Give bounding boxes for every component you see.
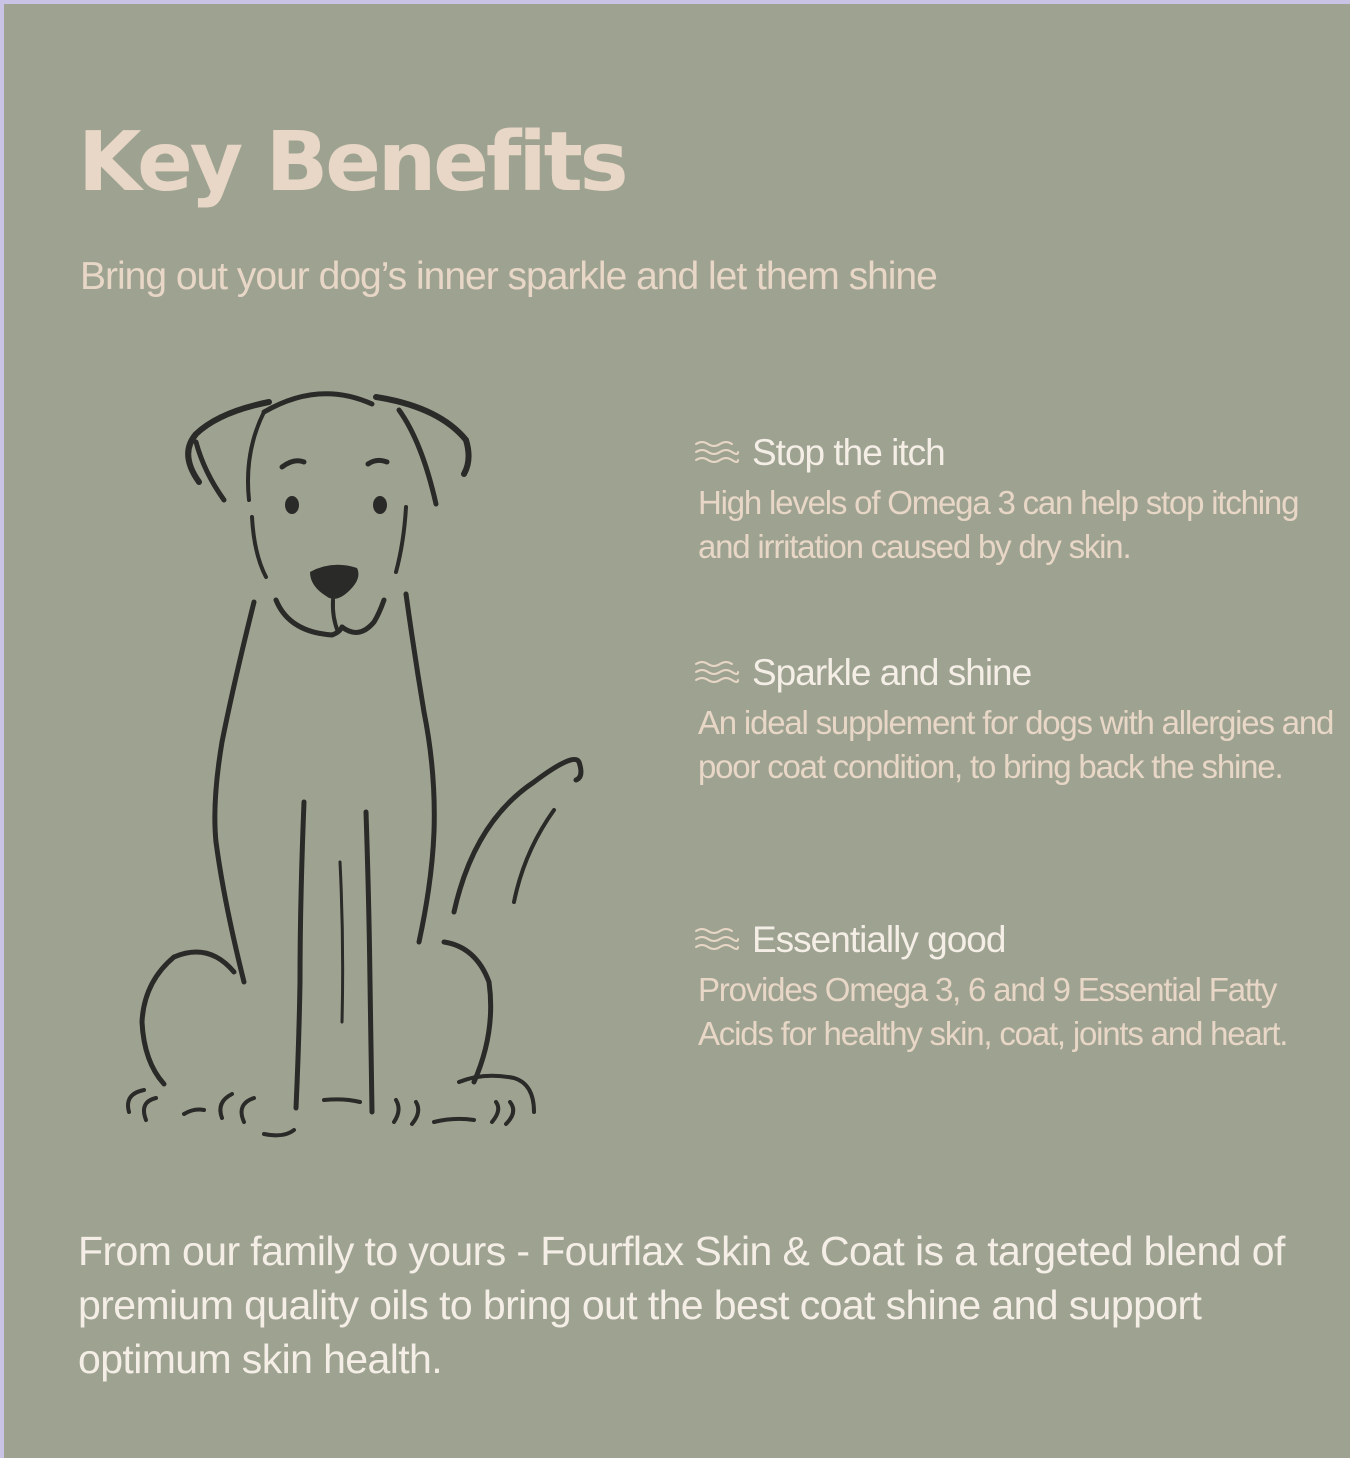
benefit-description: High levels of Omega 3 can help stop itching and irritation caused by dry skin.: [698, 484, 1299, 565]
wave-icon: [694, 925, 740, 955]
benefit-item-sparkle-and-shine: [694, 649, 1344, 789]
page-title: Key Benefits: [78, 115, 626, 210]
wave-icon: [694, 438, 740, 468]
footer-description: From our family to yours - Fourflax Skin & Coat is a targeted blend of premium quality oils to bring out the best coat shine and support optimum skin health.: [78, 1228, 1285, 1382]
benefit-item-stop-the-itch: [694, 429, 1344, 569]
benefit-title: Sparkle and shine: [752, 652, 1032, 693]
page-subtitle: Bring out your dog’s inner sparkle and let them shine: [80, 255, 937, 298]
benefit-heading: [694, 429, 1344, 477]
wave-icon: [694, 658, 740, 688]
benefit-title: Essentially good: [752, 919, 1006, 960]
benefit-description: An ideal supplement for dogs with allergies and poor coat condition, to bring back the shine.: [698, 704, 1334, 785]
sitting-dog-illustration: [104, 382, 604, 1162]
benefit-item-essentially-good: [694, 916, 1344, 1056]
benefit-heading: [694, 916, 1344, 964]
key-benefits-panel: [4, 4, 1350, 1458]
benefit-description: Provides Omega 3, 6 and 9 Essential Fatty Acids for healthy skin, coat, joints and heart.: [698, 971, 1288, 1052]
benefit-title: Stop the itch: [752, 432, 945, 473]
benefit-heading: [694, 649, 1344, 697]
